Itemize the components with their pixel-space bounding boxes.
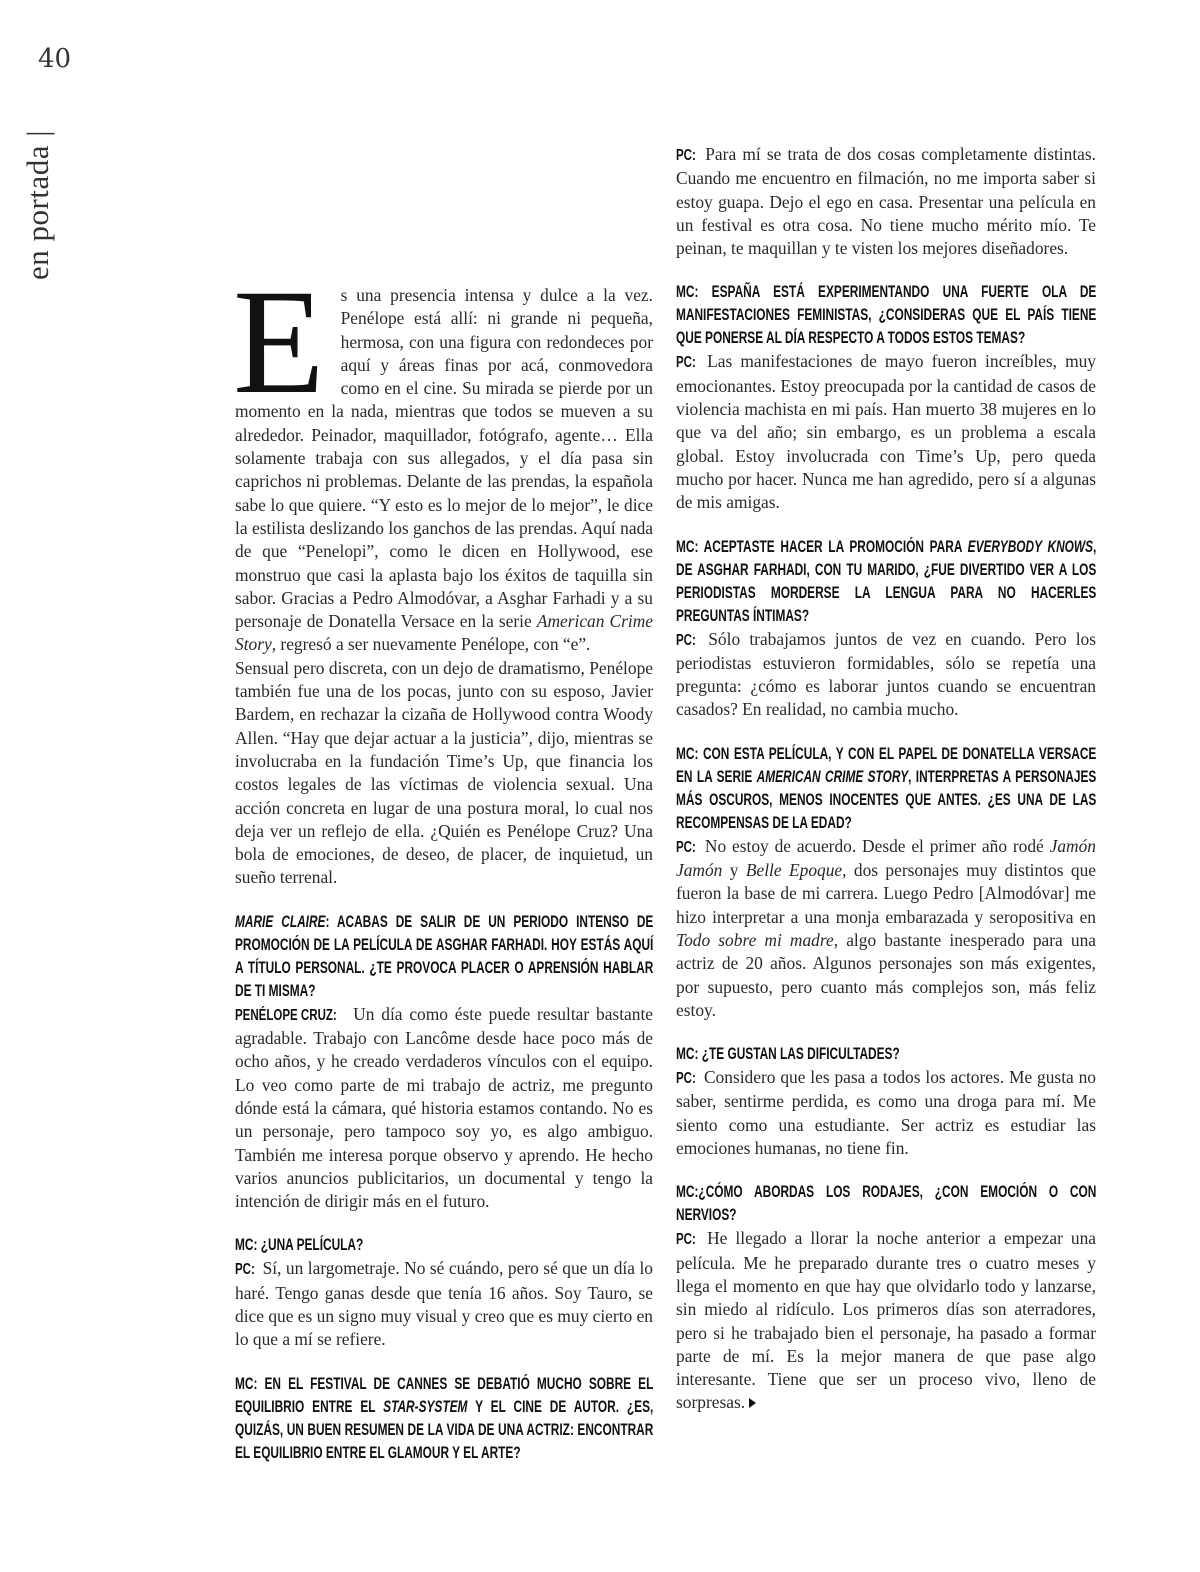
text-run: Las manifestaciones de mayo fueron increíbles, muy emocionantes. Estoy preocupada por la cantidad de casos de violencia machista en mi país. Han muerto 38 mujeres en lo que va del año; sin embargo, es un problema a escala global. Estoy involucrada con Time’s Up, pero queda mucho por hacer. Nunca me han agredido, pero sí a algunas de mis amigas. — [676, 351, 1096, 513]
interview-answer — [676, 143, 1096, 260]
interview-answer — [235, 1003, 653, 1214]
interview-question — [235, 911, 653, 1003]
interview-question — [676, 743, 1096, 835]
speaker-label: PC: — [676, 1231, 696, 1249]
intro-paragraph — [235, 657, 653, 890]
text-run: , DE ASGHAR FARHADI, CON TU MARIDO, ¿FUE DIVERTIDO VER A LOS PERIODISTAS MORDERSE LA LENGUA PARA NO HACERLES PREGUNTAS ÍNTIMAS? — [676, 537, 1097, 625]
speaker-label: PC: — [235, 1261, 255, 1279]
interview-answer — [676, 835, 1096, 1022]
text-run: s una presencia intensa y dulce a la vez. Penélope está allí: ni grande ni pequeña, hermosa, con una figura con redondeces por aquí y áreas finas por acá, conmovedora como en el cine. Su mirada se pierde por un momento en la nada, mientras que todos se mueven a su alrededor. Peinador, maquillador, fotógrafo, agente… Ella solamente trabaja con sus allegados, y el día pasa sin caprichos ni problemas. Delante de las prendas, la española sabe lo que quiere. “Y esto es lo mejor de lo mejor”, le dice la estilista deslizando los ganchos de las prendas. Aquí nada de que “Penelopi”, como le dicen en Hollywood, ese monstruo que casi la aplasta bajo los éxitos de taquilla sin sabor. Gracias a Pedro Almodóvar, a Asghar Farhadi y a su personaje de Donatella Versace en la serie — [235, 285, 653, 632]
text-run: , regresó a ser nuevamente Penélope, con “e”. — [271, 634, 591, 655]
interview-answer — [676, 1227, 1096, 1414]
italic-title: EVERYBODY KNOWS — [967, 537, 1094, 556]
text-run: , dos personajes muy distintos que fueron la base de mi carrera. Luego Pedro [Almodóvar] me hizo interpretar a una monja embarazada y seropositiva en — [676, 860, 1096, 927]
italic-title: STAR-SYSTEM — [383, 1397, 468, 1416]
speaker-label: PENÉLOPE CRUZ: — [235, 1006, 337, 1024]
right-interview — [676, 143, 1096, 1415]
text-run: , INTERPRETAS A PERSONAJES MÁS OSCUROS, MENOS INOCENTES QUE ANTES. ¿ES UNA DE LAS RECOMPENSAS DE LA EDAD? — [676, 767, 1097, 832]
text-run: Sí, un largometraje. No sé cuándo, pero sé que un día lo haré. Tengo ganas desde que tenía 16 años. Soy Tauro, se dice que es un signo muy visual y creo que es muy cierto en lo que a mí se refiere. — [235, 1258, 653, 1350]
interview-answer — [676, 628, 1096, 722]
interview-question — [676, 1181, 1096, 1227]
text-run: No estoy de acuerdo. Desde el primer año rodé — [699, 835, 1050, 856]
text-run: MC: ¿UNA PELÍCULA? — [235, 1236, 364, 1255]
speaker-label: PC: — [676, 147, 696, 164]
page-number: 40 — [38, 44, 72, 74]
interview-question — [676, 281, 1096, 350]
interview-answer — [676, 1066, 1096, 1160]
text-run: Un día como éste puede resultar bastante agradable. Trabajo con Lancôme desde hace poco más de ocho años, y he creado verdaderos vínculos con el equipo. Lo veo como parte de mi trabajo de actriz, me pregunto dónde está la cámara, qué historia estamos contando. No es un personaje, pero tampoco soy yo, es algo ambiguo. También me interesa porque observo y aprendo. He hecho varios anuncios publicitarios, un documental y tengo la intención de dirigir más en el futuro. — [235, 1003, 653, 1212]
arrow-right-icon — [749, 1398, 756, 1408]
text-run: : ACABAS DE SALIR DE UN PERIODO INTENSO DE PROMOCIÓN DE LA PELÍCULA DE ASGHAR FARHADI. HOY ESTÁS AQUÍ A TÍTULO PERSONAL. ¿TE PROVOCA PLACER O APRENSIÓN HABLAR DE TI MISMA? — [235, 912, 654, 1000]
interview-question — [676, 536, 1096, 628]
interview-question — [676, 1043, 1096, 1066]
text-run: MC: CON ESTA PELÍCULA, Y CON EL PAPEL DE DONATELLA VERSACE EN LA SERIE — [676, 744, 1097, 786]
interview-question — [235, 1234, 653, 1257]
text-run: MC: ¿TE GUSTAN LAS DIFICULTADES? — [676, 1045, 900, 1064]
interview-question — [235, 1373, 653, 1465]
right-column — [676, 143, 1096, 1415]
speaker-label: PC: — [676, 631, 696, 649]
text-run: , algo bastante inesperado para una actriz de 20 años. Algunos personajes son más exigentes, por supuesto, pero cuanto más complejos son, más feliz estoy. — [676, 929, 1096, 1020]
text-run: Considero que les pasa a todos los actores. Me gusta no saber, sentirme perdida, es como una droga para mí. Me siento como una estudiante. Ser actriz es estudiar las emociones humanas, no tiene fin. — [676, 1067, 1096, 1159]
intro — [233, 259, 654, 890]
italic-title: American Crime Story — [235, 611, 654, 655]
text-run: MC: ACEPTASTE HACER LA PROMOCIÓN PARA — [676, 537, 968, 556]
drop-cap: E — [233, 259, 325, 425]
text-run: He llegado a llorar la noche anterior a empezar una película. Me he preparado durante tres o cuatro meses y llega el momento en que hay que olvidarlo todo y lanzarse, sin miedo al ridículo. Los primeros días son aterradores, pero si he trabajado bien el personaje, ha pasado a formar parte de mí. Es la mejor manera de que pase algo interesante. Tiene que ser un proceso vivo, lleno de sorpresas. — [676, 1228, 1096, 1413]
italic-title: MARIE CLAIRE — [235, 912, 326, 931]
italic-title: AMERICAN CRIME STORY — [756, 767, 909, 786]
section-title: en portada | — [20, 130, 55, 280]
interview-answer — [235, 1257, 653, 1351]
text-run: Sensual pero discreta, con un dejo de dramatismo, Penélope también fue una de los pocas, junto con su esposo, Javier Bardem, en rechazar la cizaña de Hollywood contra Woody Allen. “Hay que dejar actuar a la justicia”, dijo, mientras se involucraba en la fundación Time’s Up, que financia los costos legales de las víctimas de violencia sexual. Una acción concreta en lugar de una postura moral, lo cual nos deja ver un reflejo de ella. ¿Quién es Penélope Cruz? Una bola de emociones, de deseo, de placer, de inquietud, un sueño terrenal. — [235, 657, 653, 888]
text-run: MC:¿CÓMO ABORDAS LOS RODAJES, ¿CON EMOCIÓN O CON NERVIOS? — [676, 1183, 1097, 1225]
speaker-label: PC: — [676, 354, 696, 372]
text-run: Sólo trabajamos juntos de vez en cuando. Pero los periodistas estuvieron formidables, sólo se repetía una pregunta: ¿cómo es laborar juntos cuando se encuentran casados? En realidad, no cambia mucho. — [676, 628, 1096, 720]
italic-title: Jamón Jamón — [676, 835, 1096, 881]
left-column — [233, 259, 654, 1465]
left-interview — [235, 911, 653, 1465]
interview-answer — [676, 350, 1096, 514]
text-run: y — [722, 860, 746, 881]
text-run: MC: EN EL FESTIVAL DE CANNES SE DEBATIÓ MUCHO SOBRE EL EQUILIBRIO ENTRE EL — [235, 1374, 654, 1416]
italic-title: Todo sobre mi madre — [676, 929, 834, 950]
text-run: MC: ESPAÑA ESTÁ EXPERIMENTANDO UNA FUERTE OLA DE MANIFESTACIONES FEMINISTAS, ¿CONSIDERAS QUE EL PAÍS TIENE QUE PONERSE AL DÍA RESPECTO A TODOS ESTOS TEMAS? — [676, 283, 1097, 348]
speaker-label: PC: — [676, 1070, 696, 1088]
text-run: Para mí se trata de dos cosas completamente distintas. Cuando me encuentro en filmación, no me importa saber si estoy guapa. Dejo el ego en casa. Presentar una película en un festival es otra cosa. No tiene mucho mérito mío. Te peinan, te maquillan y te visten los mejores diseñadores. — [676, 144, 1096, 259]
text-run: Y EL CINE DE AUTOR. ¿ES, QUIZÁS, UN BUEN RESUMEN DE LA VIDA DE UNA ACTRIZ: ENCONTRAR EL EQUILIBRIO ENTRE EL GLAMOUR Y EL ARTE? — [235, 1397, 654, 1462]
italic-title: Belle Epoque — [745, 860, 843, 881]
speaker-label: PC: — [676, 838, 696, 856]
